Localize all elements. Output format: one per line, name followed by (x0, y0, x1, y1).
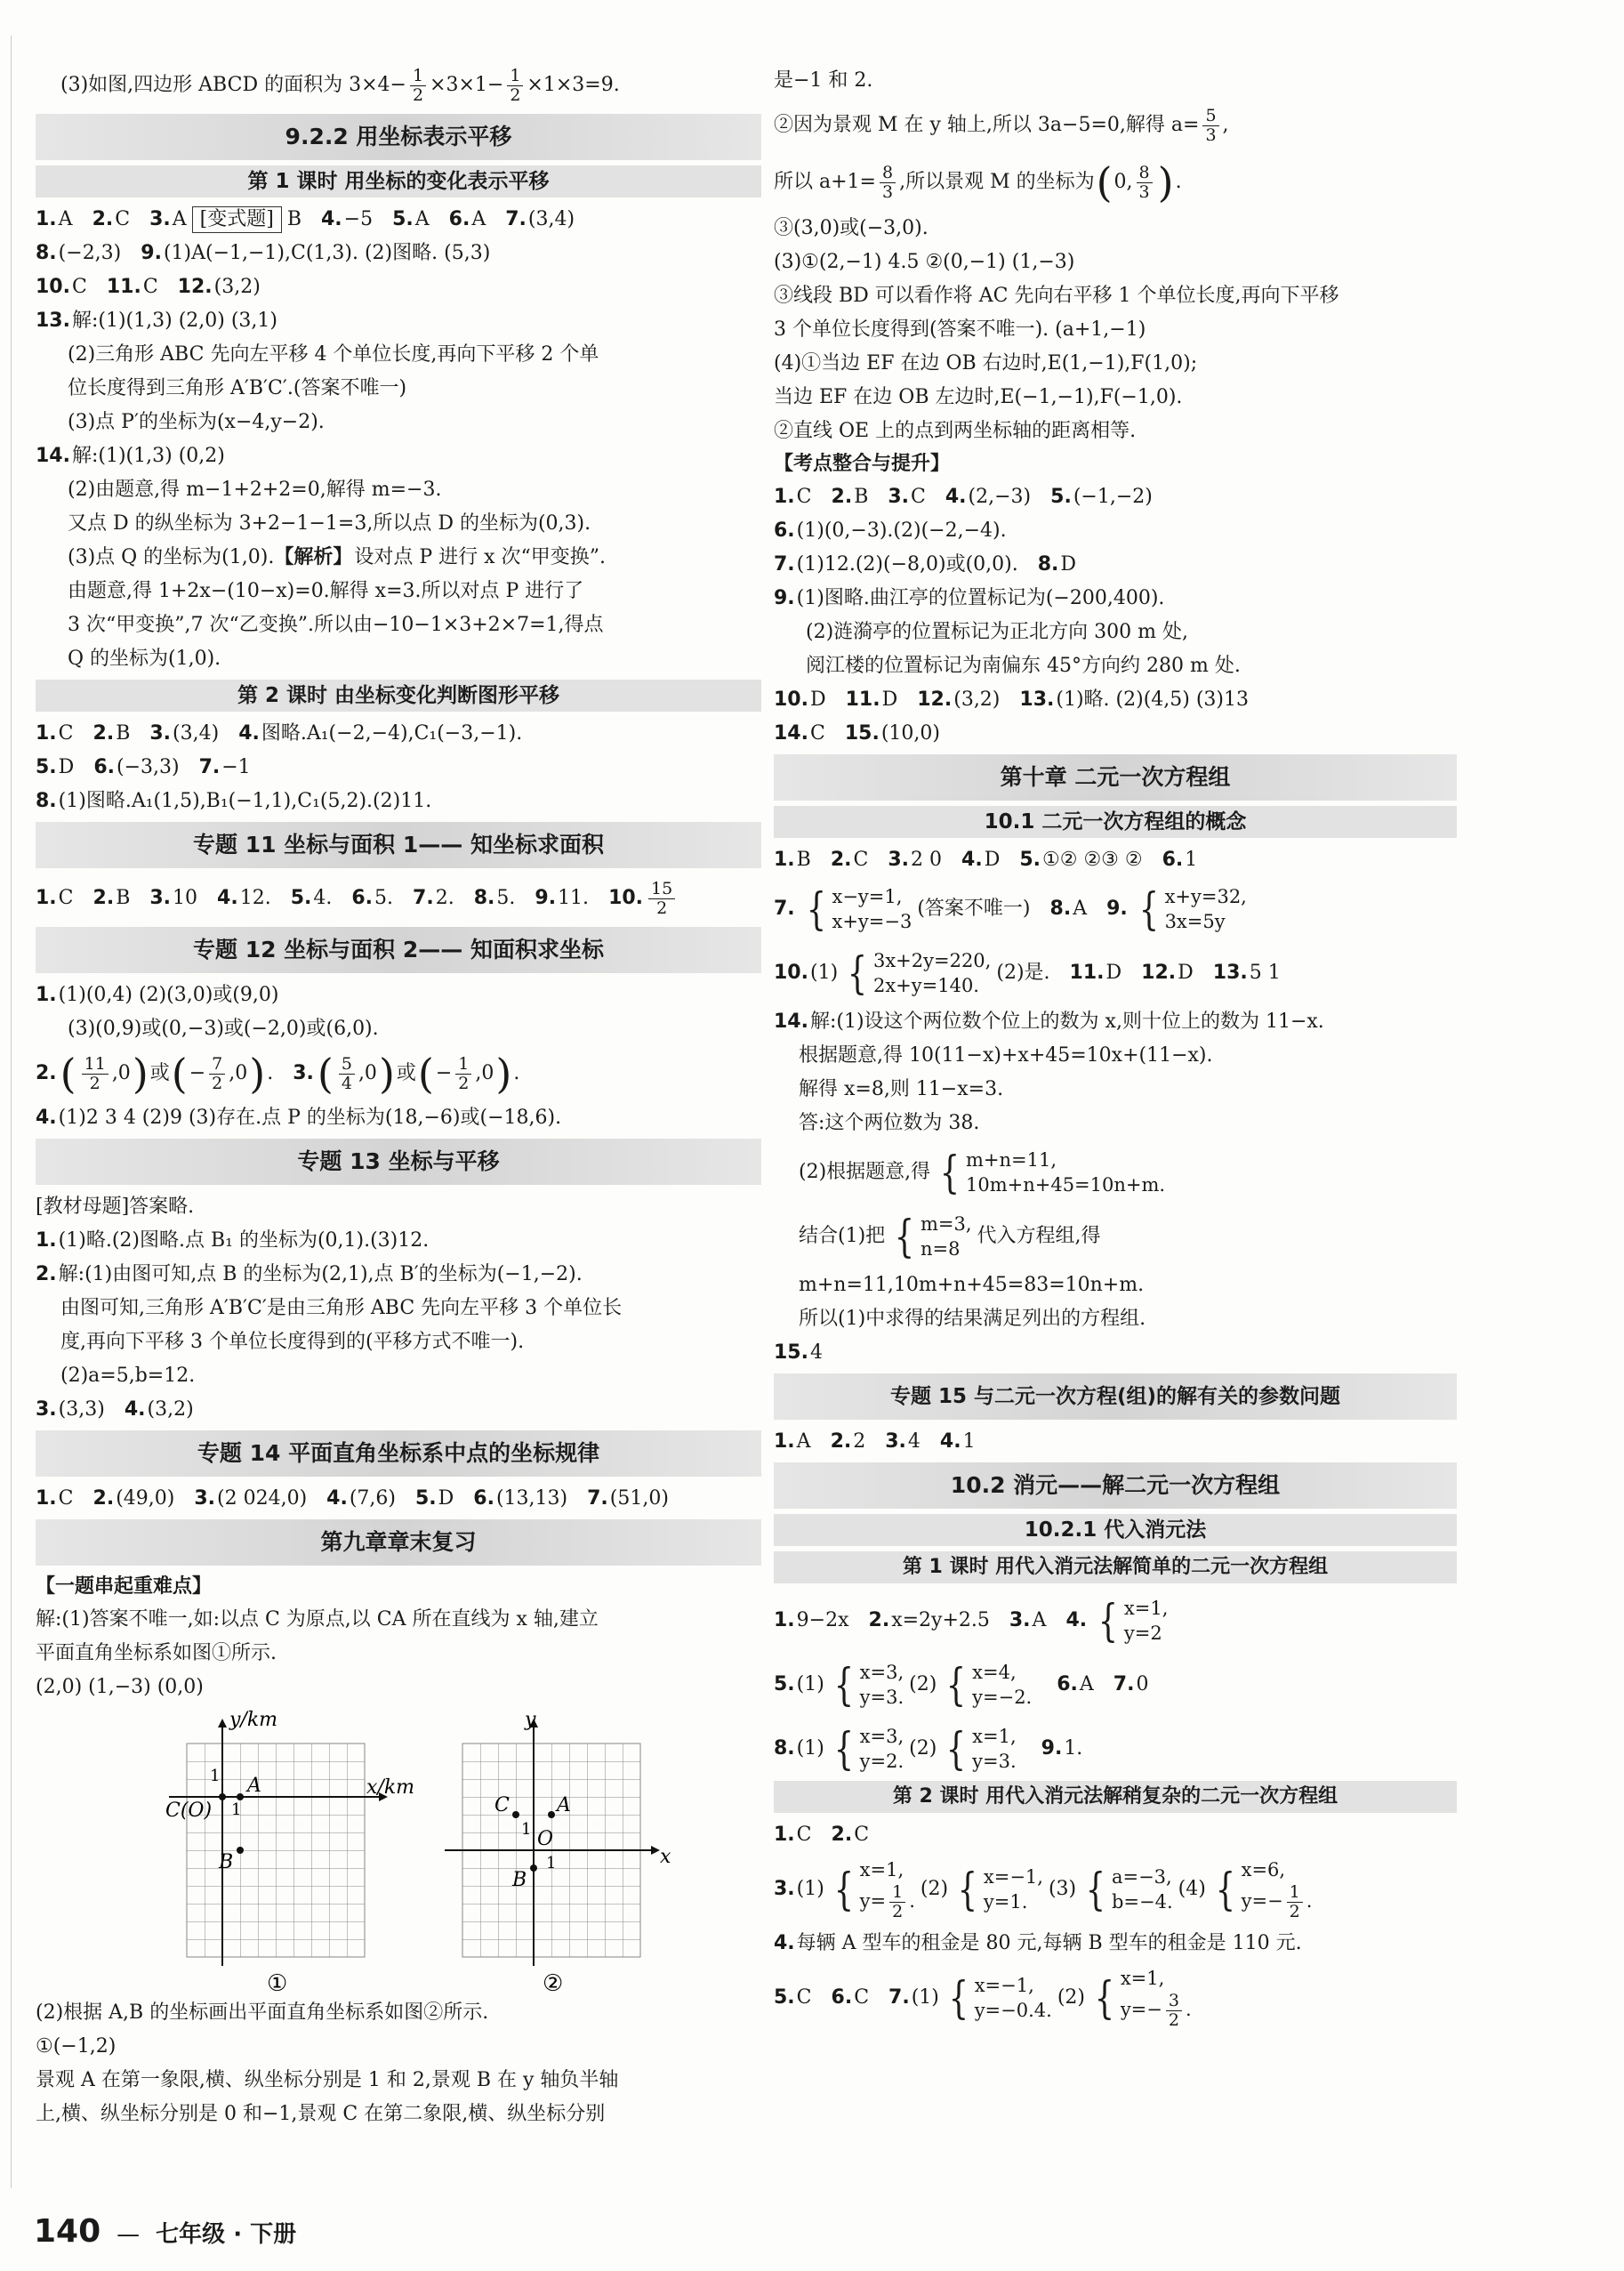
equation-system: { m+n=11, 10m+n+45=10n+m. (939, 1147, 1166, 1198)
text-line: (3)(0,9)或(0,−3)或(−2,0)或(6,0). (68, 1018, 379, 1041)
line-area: (3)如图,四边形 ABCD 的面积为 3×4− $\frac{1}{2}$ ×3×1− $\frac{1}{2}$ ×1×3=9. (60, 65, 620, 105)
equation-system: { x=−1, y=−0.4. (948, 1972, 1052, 2024)
answer-row: 8. (1)图略.A₁(1,5),B₁(−1,1),C₁(5,2).(2)11. (36, 790, 432, 813)
answer-row: 1. C 2. B 3. (3,4) 4. 图略.A₁(−2,−4),C₁(−3,−1). (36, 722, 523, 745)
text-line: 位长度得到三角形 A′B′C′.(答案不唯一) (68, 377, 407, 400)
answer-row: 3. (1) { x=1, y= $\frac{1}{2}$ . (2) { x=−1, y=1. (3) { a=−3, b=−4. (4) { x=6, y=− $\frac{1}{2}$ . (774, 1859, 1313, 1921)
equation-system: { m=3, n=8 (894, 1211, 972, 1262)
text-line: 解得 x=8,则 11−x=3. (799, 1078, 1004, 1101)
footer-dash: — (117, 2221, 141, 2248)
section-heading: 9.2.2 用坐标表示平移 (36, 114, 761, 160)
svg-text:C: C (494, 1794, 510, 1816)
text-line: 度,再向下平移 3 个单位长度得到的(平移方式不唯一). (60, 1331, 525, 1354)
text-line: 上,横、纵坐标分别是 0 和−1,景观 C 在第二象限,横、纵坐标分别 (36, 2103, 606, 2126)
svg-text:A: A (247, 1775, 261, 1797)
answer-row: 1. A 2. C 3. A [变式题] B 4. −5 5. A 6. A 7. (3,4) (36, 203, 761, 237)
text-line: 由题意,得 1+2x−(10−x)=0.解得 x=3.所以对点 P 进行了 (68, 580, 584, 603)
answer-row: 7. { x−y=1, x+y=−3 (答案不唯一) 8. A 9. { x+y=32, 3x=5y (774, 883, 1247, 935)
svg-text:1: 1 (521, 1820, 532, 1839)
answer-row: 2. 解:(1)由图可知,点 B 的坐标为(2,1),点 B′的坐标为(−1,−2). (36, 1263, 583, 1286)
fraction: $\frac{7}{2}$ (209, 1055, 225, 1093)
answer-row: 2. ( $\frac{11}{2}$ ,0 ) 或 ( − $\frac{7}{2}$ ,0 ) . 3. ( $\frac{5}{4}$ ,0 ) 或 ( − $\frac{1}{2}$ ,0 ) . (36, 1050, 520, 1098)
point-c-origin (219, 1793, 226, 1800)
text-line: (2)a=5,b=12. (60, 1365, 196, 1388)
text-line: (2)根据题意,得 { m+n=11, 10m+n+45=10n+m. (799, 1147, 1166, 1198)
svg-text:y: y (525, 1709, 536, 1731)
text-line: (2)由题意,得 m−1+2+2=0,解得 m=−3. (68, 479, 442, 502)
answer-row: 14. 解:(1)设这个两位数个位上的数为 x,则十位上的数为 11−x. (774, 1011, 1324, 1034)
text-line: ①(−1,2) (36, 2035, 117, 2058)
answer-row: 1. C 2. B 3. 10 4. 12. 5. 4. 6. 5. 7. 2. 8. 5. 9. 11. 10. $\frac{15}{2}$ (36, 874, 761, 923)
fraction: $\frac{8}{3}$ (880, 164, 896, 202)
text-line: Q 的坐标为(1,0). (68, 648, 221, 671)
section-heading: 10.2 消元——解二元一次方程组 (774, 1462, 1457, 1509)
point-c (512, 1811, 519, 1818)
answer-row: 1. B 2. C 3. 2 0 4. D 5. ①② ②③ ② 6. 1 (774, 849, 1198, 872)
text-line: 又点 D 的纵坐标为 3+2−1−1=3,所以点 D 的坐标为(0,3). (68, 512, 591, 536)
svg-text:1: 1 (210, 1767, 221, 1785)
fraction: $\frac{1}{2}$ (507, 67, 523, 105)
svg-text:①: ① (267, 1970, 288, 1996)
text-line: [教材母题]答案略. (36, 1196, 195, 1219)
text-line: 3 个单位长度得到(答案不唯一). (a+1,−1) (774, 318, 1146, 342)
text-line: (2)三角形 ABC 先向左平移 4 个单位长度,再向下平移 2 个单 (68, 343, 599, 366)
answer-row: 1. 9−2x 2. x=2y+2.5 3. A 4. { x=1, y=2 (774, 1595, 1169, 1647)
answer-row: 6. (1)(0,−3).(2)(−2,−4). (774, 519, 1007, 543)
text-line: 解:(1)答案不唯一,如:以点 C 为原点,以 CA 所在直线为 x 轴,建立 (36, 1608, 599, 1631)
text-line: 景观 A 在第一象限,横、纵坐标分别是 1 和 2,景观 B 在 y 轴负半轴 (36, 2069, 619, 2092)
text-line: 3 次“甲变换”,7 次“乙变换”.所以由−10−1×3+2×7=1,得点 (68, 614, 604, 637)
answer-row: 1. A 2. 2 3. 4 4. 1 (774, 1430, 976, 1454)
svg-text:x/km: x/km (366, 1776, 415, 1799)
equation-system: { x=3, y=2. (833, 1723, 904, 1775)
fraction: $\frac{1}{2}$ (410, 67, 426, 105)
text-line: 答:这个两位数为 38. (799, 1112, 980, 1135)
equation-system: { x=3, y=3. (833, 1659, 904, 1711)
text-line: (4)①当边 EF 在边 OB 右边时,E(1,−1),F(1,0); (774, 352, 1198, 375)
answer-row: 1. C 2. C (774, 1824, 870, 1847)
text-line: 阅江楼的位置标记为南偏东 45°方向约 280 m 处. (806, 655, 1241, 678)
equation-system: { x=1, y=− $\frac{3}{2}$ . (1094, 1968, 1192, 2030)
answer-row: 3. (3,3) 4. (3,2) (36, 1398, 194, 1421)
text-line: m+n=11,10m+n+45=83=10n+m. (799, 1274, 1145, 1297)
svg-text:C(O): C(O) (165, 1800, 213, 1822)
svg-text:x: x (660, 1846, 671, 1868)
subsection-label: 【考点整合与提升】 (774, 453, 951, 475)
equation-system: { x=6, y=− $\frac{1}{2}$ . (1215, 1859, 1313, 1921)
answer-row: 1. C 2. B 3. C 4. (2,−3) 5. (−1,−2) (774, 486, 1153, 509)
footer-title: 七年级 · 下册 (156, 2221, 297, 2248)
right-column (774, 64, 1457, 2035)
answer-row: 10. C 11. C 12. (3,2) (36, 276, 261, 299)
svg-text:1: 1 (546, 1854, 557, 1872)
answer-row: 7. (1)12.(2)(−8,0)或(0,0). 8. D (774, 553, 1077, 576)
topic-heading: 专题 12 坐标与面积 2—— 知面积求坐标 (36, 927, 761, 973)
answer-row: 8. (1) { x=3, y=2. (2) { x=1, y=3. 9. 1. (774, 1723, 1083, 1775)
text-line: ②直线 OE 上的点到两坐标轴的距离相等. (774, 420, 1137, 443)
text-line: (2,0) (1,−3) (0,0) (36, 1676, 204, 1699)
text-line: 由图可知,三角形 A′B′C′是由三角形 ABC 先向左平移 3 个单位长 (60, 1297, 623, 1320)
fraction: $\frac{5}{3}$ (1202, 107, 1218, 145)
equation-system: { 3x+2y=220, 2x+y=140. (847, 947, 992, 999)
text-line: (3)①(2,−1) 4.5 ②(0,−1) (1,−3) (774, 251, 1075, 274)
answer-row: 4. 每辆 A 型车的租金是 80 元,每辆 B 型车的租金是 110 元. (774, 1932, 1302, 1955)
variant-tag: [变式题] (192, 206, 282, 233)
text-line: 所以(1)中求得的结果满足列出的方程组. (799, 1308, 1146, 1331)
fraction: $\frac{11}{2}$ (82, 1055, 109, 1093)
fraction: $\frac{8}{3}$ (1137, 164, 1153, 202)
answer-row: 1. (1)(0,4) (2)(3,0)或(9,0) (36, 984, 279, 1007)
lesson-heading: 第 2 课时 由坐标变化判断图形平移 (36, 680, 761, 712)
section-heading: 10.1 二元一次方程组的概念 (774, 806, 1457, 838)
lesson-heading: 第 1 课时 用坐标的变化表示平移 (36, 165, 761, 197)
point-a (237, 1793, 244, 1800)
answer-row: 10. D 11. D 12. (3,2) 13. (1)略. (2)(4,5) (3)13 (774, 689, 1249, 712)
text-line: (3)点 P′的坐标为(x−4,y−2). (68, 411, 325, 434)
text-line: (2)根据 A,B 的坐标画出平面直角坐标系如图②所示. (36, 2001, 489, 2025)
answer-row: 1. (1)略.(2)图略.点 B₁ 的坐标为(0,1).(3)12. (36, 1229, 430, 1252)
topic-heading: 专题 15 与二元一次方程(组)的解有关的参数问题 (774, 1373, 1457, 1420)
svg-text:1: 1 (231, 1800, 242, 1819)
page-footer (34, 2213, 296, 2250)
equation-system: { x+y=32, 3x=5y (1138, 883, 1247, 935)
subsection-heading: 10.2.1 代入消元法 (774, 1514, 1457, 1546)
equation-system: { x=4, y=−2. (946, 1659, 1033, 1711)
answer-row: 13. 解:(1)(1,3) (2,0) (3,1) (36, 310, 278, 333)
answer-row: 14. C 15. (10,0) (774, 722, 940, 745)
fraction: $\frac{15}{2}$ (648, 880, 675, 918)
text-line: (3)点 Q 的坐标为(1,0). 【解析】 设对点 P 进行 x 次“甲变换”. (68, 546, 607, 569)
svg-text:B: B (219, 1851, 234, 1873)
svg-text:A: A (557, 1794, 571, 1816)
answer-row: 5. C 6. C 7. (1) { x=−1, y=−0.4. (2) { x=1, y=− $\frac{3}{2}$ . (774, 1968, 1192, 2030)
text-line: ②因为景观 M 在 y 轴上,所以 3a−5=0,解得 a= $\frac{5}{3}$ , (774, 105, 1229, 145)
fraction: $\frac{1}{2}$ (455, 1055, 471, 1093)
point-a (548, 1811, 555, 1818)
equation-system: { a=−3, b=−4. (1085, 1864, 1173, 1915)
figures (36, 1704, 761, 1996)
svg-text:B: B (512, 1869, 527, 1891)
answer-row: 8. (−2,3) 9. (1)A(−1,−1),C(1,3). (2)图略. (5,3) (36, 242, 491, 265)
svg-text:y/km: y/km (229, 1709, 278, 1731)
text-line: ③线段 BD 可以看作将 AC 先向右平移 1 个单位长度,再向下平移 (774, 285, 1339, 308)
left-margin-rule (11, 36, 12, 2188)
chapter-heading: 第十章 二元一次方程组 (774, 754, 1457, 801)
text-line: ③(3,0)或(−3,0). (774, 217, 929, 240)
topic-heading: 专题 11 坐标与面积 1—— 知坐标求面积 (36, 822, 761, 868)
subsection-label: 【一题串起重难点】 (36, 1575, 213, 1598)
equation-system: { x=1, y=3. (946, 1723, 1017, 1775)
equation-system: { x=1, y=2 (1097, 1595, 1169, 1647)
answer-row: 14. 解:(1)(1,3) (0,2) (36, 445, 225, 468)
answer-row: 15. 4 (774, 1341, 823, 1365)
figure-2-coordinate-grid (427, 1708, 720, 1996)
text-line: 根据题意,得 10(11−x)+x+45=10x+(11−x). (799, 1044, 1213, 1067)
point-b (530, 1864, 537, 1872)
topic-heading: 专题 13 坐标与平移 (36, 1139, 761, 1185)
equation-system: { x−y=1, x+y=−3 (806, 883, 912, 935)
text-line: 当边 EF 在边 OB 左边时,E(−1,−1),F(−1,0). (774, 386, 1183, 409)
figure-1-coordinate-grid (133, 1708, 427, 1996)
page-number: 140 (34, 2213, 101, 2250)
text-line: 结合(1)把 { m=3, n=8 代入方程组,得 (799, 1211, 1101, 1262)
chapter-review-heading: 第九章章末复习 (36, 1519, 761, 1566)
text-line: 是−1 和 2. (774, 69, 873, 93)
answer-row: 10. (1) { 3x+2y=220, 2x+y=140. (2)是. 11. D 12. D 13. 5 1 (774, 947, 1281, 999)
text-line: 平面直角坐标系如图①所示. (36, 1642, 277, 1665)
svg-text:O: O (537, 1828, 554, 1850)
lesson-heading: 第 1 课时 用代入消元法解简单的二元一次方程组 (774, 1551, 1457, 1583)
text-line: (2)涟漪亭的位置标记为正北方向 300 m 处, (806, 621, 1188, 644)
topic-heading: 专题 14 平面直角坐标系中点的坐标规律 (36, 1430, 761, 1477)
answer-row: 5. (1) { x=3, y=3. (2) { x=4, y=−2. 6. A 7. 0 (774, 1659, 1149, 1711)
equation-system: { x=1, y= $\frac{1}{2}$ . (833, 1859, 915, 1921)
equation-system: { x=−1, y=1. (957, 1864, 1043, 1915)
answer-row: 5. D 6. (−3,3) 7. −1 (36, 756, 251, 779)
fraction: $\frac{5}{4}$ (339, 1055, 355, 1093)
answer-row: 4. (1)2 3 4 (2)9 (3)存在.点 P 的坐标为(18,−6)或(−18,6). (36, 1107, 562, 1130)
answer-row: 9. (1)图略.曲江亭的位置标记为(−200,400). (774, 587, 1165, 610)
left-column (36, 60, 761, 2131)
answer-row: 1. C 2. (49,0) 3. (2 024,0) 4. (7,6) 5. D 6. (13,13) 7. (51,0) (36, 1487, 669, 1510)
lesson-heading: 第 2 课时 用代入消元法解稍复杂的二元一次方程组 (774, 1781, 1457, 1813)
text-line: 所以 a+1= $\frac{8}{3}$ ,所以景观 M 的坐标为 ( 0, $\frac{8}{3}$ ) . (774, 158, 1182, 206)
svg-text:②: ② (543, 1970, 564, 1996)
point-b (237, 1847, 244, 1854)
